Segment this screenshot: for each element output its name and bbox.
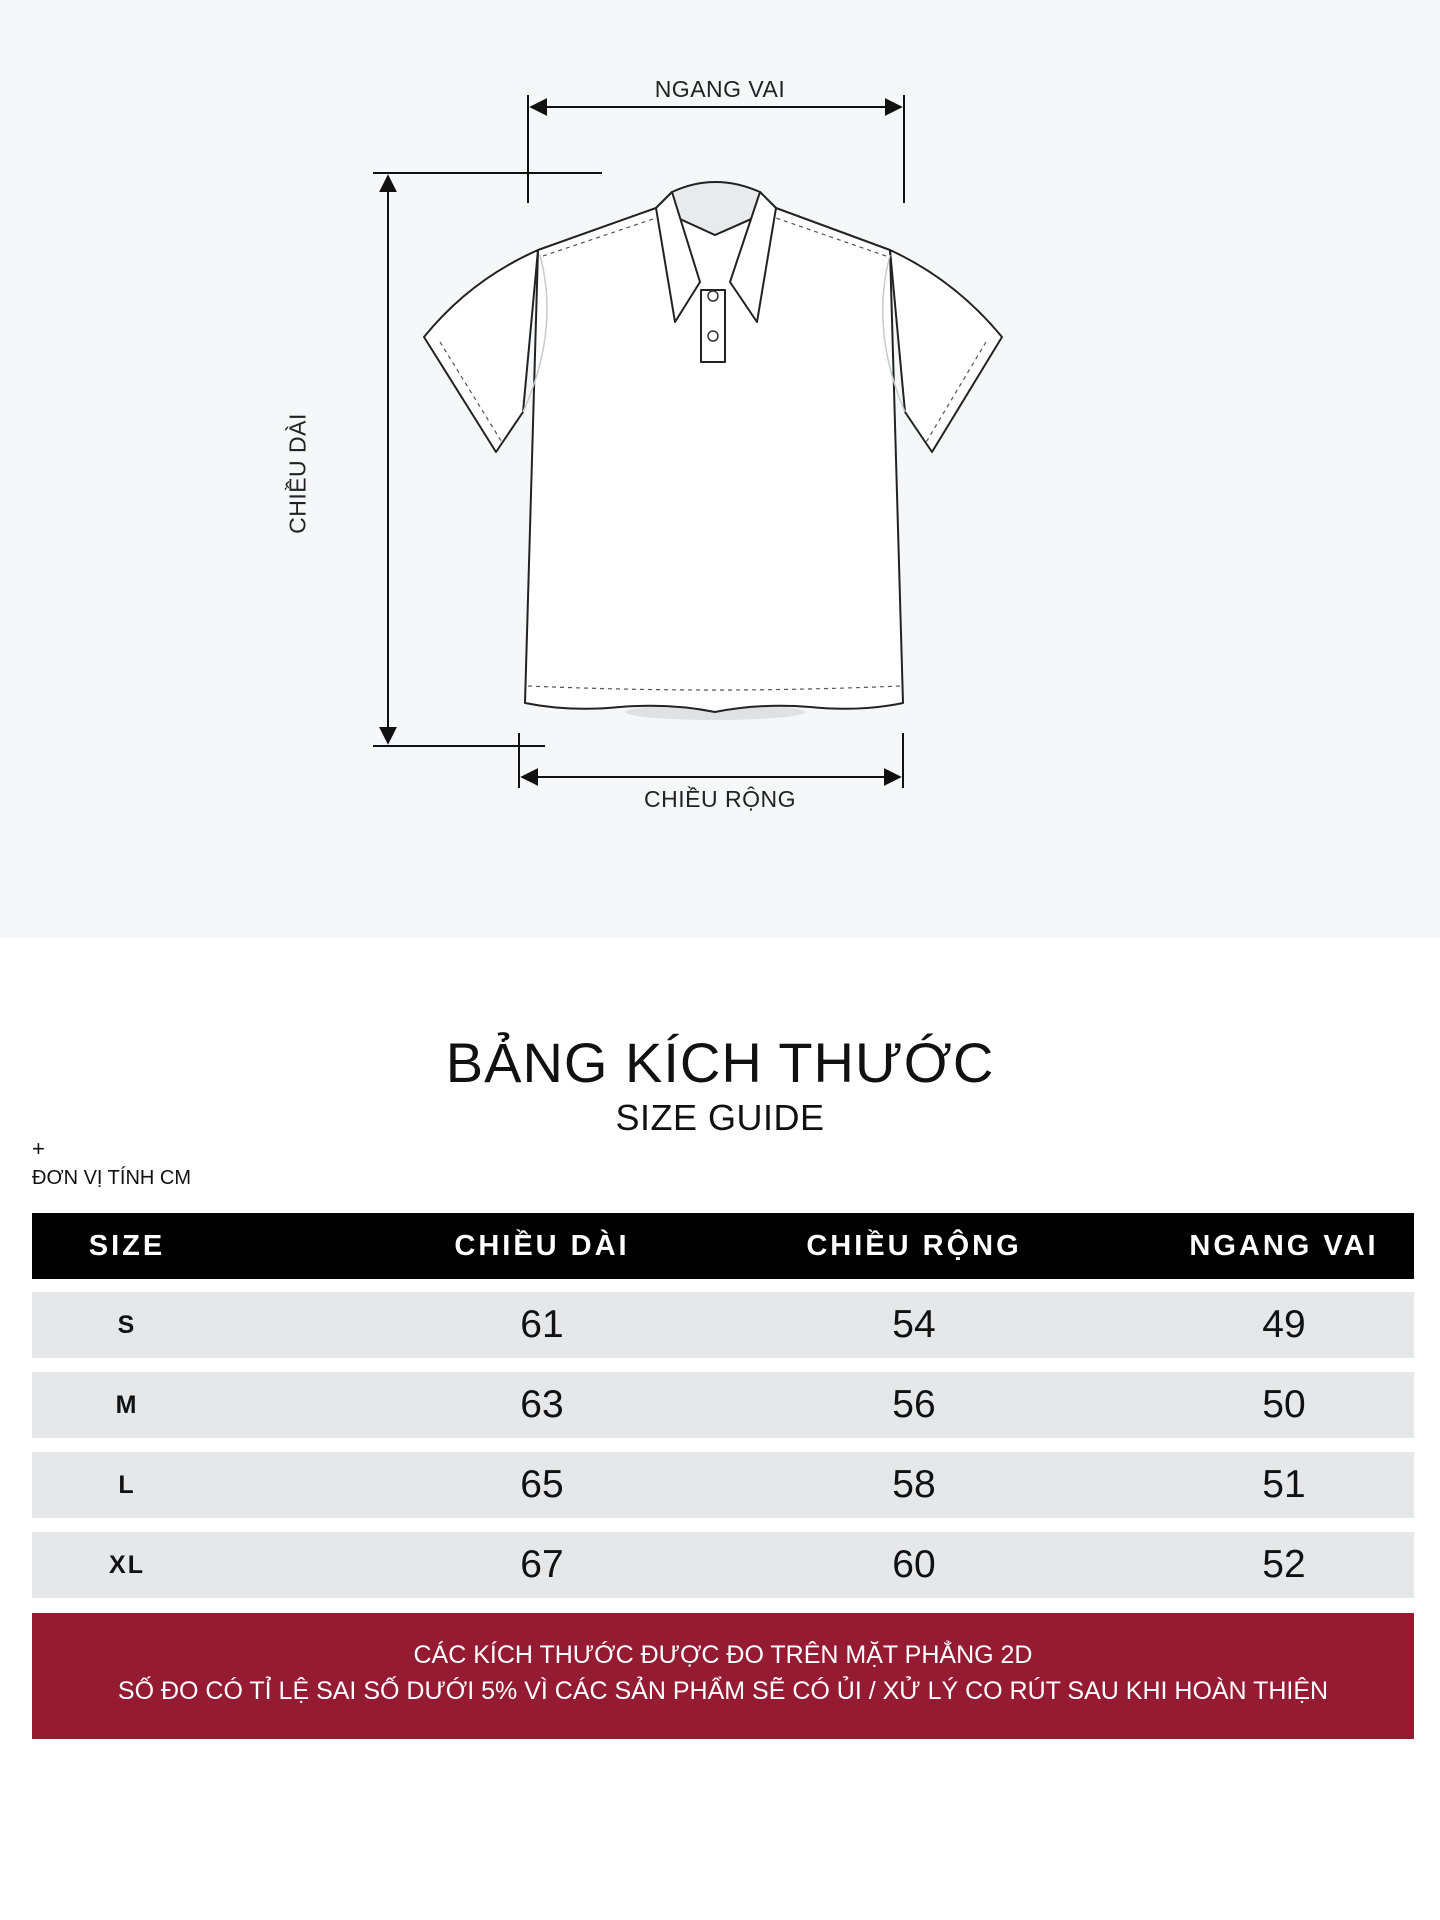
header-shoulder: NGANG VAI <box>1189 1230 1379 1262</box>
length-cell: 67 <box>520 1543 564 1586</box>
plus-mark: + <box>32 1136 45 1161</box>
size-table-header <box>32 1213 1414 1279</box>
shoulder-label: NGANG VAI <box>654 76 786 102</box>
length-cell: 61 <box>520 1303 564 1346</box>
shoulder-cell: 51 <box>1262 1463 1306 1506</box>
width-cell: 60 <box>892 1543 936 1586</box>
note-line-2: SỐ ĐO CÓ TỈ LỆ SAI SỐ DƯỚI 5% VÌ CÁC SẢN PHẨM SẼ CÓ ỦI / XỬ LÝ CO RÚT SAU KHI HOÀN THIỆN <box>117 1677 1329 1705</box>
length-cell: 65 <box>520 1463 564 1506</box>
header-width: CHIỀU RỘNG <box>806 1230 1022 1262</box>
width-cell: 56 <box>892 1383 936 1426</box>
header-length: CHIỀU DÀI <box>454 1230 630 1262</box>
measurement-note <box>32 1613 1414 1739</box>
width-cell: 58 <box>892 1463 936 1506</box>
unit-note: ĐƠN VỊ TÍNH CM <box>32 1167 192 1189</box>
size-cell: M <box>115 1391 139 1419</box>
page-title: BẢNG KÍCH THƯỚC <box>445 1031 995 1094</box>
shoulder-cell: 49 <box>1262 1303 1306 1346</box>
width-dimension-line <box>519 733 903 788</box>
table-row <box>32 1452 1414 1518</box>
length-cell: 63 <box>520 1383 564 1426</box>
header-size: SIZE <box>88 1230 166 1262</box>
garment-diagram <box>0 0 1440 938</box>
size-cell: XL <box>109 1551 145 1579</box>
shirt-outline <box>424 182 1002 712</box>
length-label: CHIỀU DÀI <box>284 413 311 534</box>
note-line-1: CÁC KÍCH THƯỚC ĐƯỢC ĐO TRÊN MẶT PHẲNG 2D <box>413 1641 1033 1669</box>
shoulder-cell: 52 <box>1262 1543 1306 1586</box>
table-row <box>32 1532 1414 1598</box>
width-cell: 54 <box>892 1303 936 1346</box>
size-cell: L <box>118 1471 136 1499</box>
table-row <box>32 1292 1414 1358</box>
width-label: CHIỀU RỘNG <box>644 786 796 812</box>
table-row <box>32 1372 1414 1438</box>
size-cell: S <box>117 1311 137 1339</box>
page-subtitle: SIZE GUIDE <box>615 1097 825 1138</box>
shoulder-cell: 50 <box>1262 1383 1306 1426</box>
